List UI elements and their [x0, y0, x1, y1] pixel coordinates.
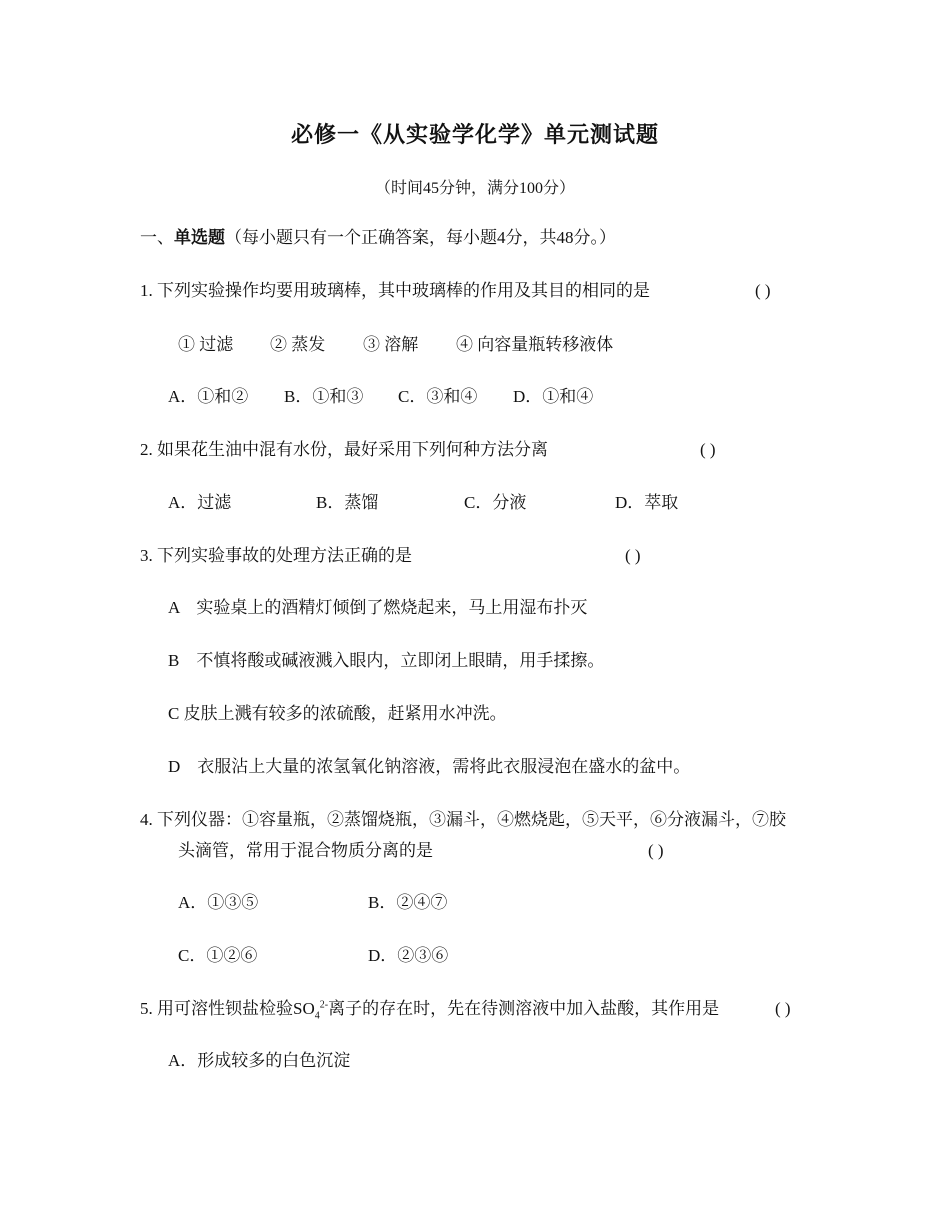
- q2-answer-paren: ( ): [700, 440, 716, 459]
- page-title: 必修一《从实验学化学》单元测试题: [290, 123, 659, 148]
- q4-answer-paren: ( ): [648, 841, 664, 860]
- section-prefix: 一、: [140, 228, 174, 247]
- q4-option-b: B．②④⑦: [368, 893, 448, 912]
- q1-item: ④ 向容量瓶转移液体: [456, 335, 614, 354]
- exam-subtitle: （时间45分钟，满分100分）: [374, 180, 575, 197]
- q5-superscript: 2-: [319, 999, 329, 1011]
- q2-option-d: D．萃取: [615, 493, 679, 512]
- q5-subscript: 4: [314, 1010, 320, 1022]
- q1-item: ① 过滤: [178, 335, 234, 354]
- q5-stem-before: 5. 用可溶性钡盐检验SO: [140, 999, 315, 1018]
- q4-option-a: A．①③⑤: [178, 893, 259, 912]
- q5-stem: [140, 998, 719, 1020]
- q5-option-a: A．形成较多的白色沉淀: [168, 1051, 351, 1070]
- q4-option-c: C．①②⑥: [178, 946, 258, 965]
- q4-stem-line1: 4. 下列仪器：①容量瓶，②蒸馏烧瓶，③漏斗，④燃烧匙，⑤天平，⑥分液漏斗，⑦胶: [140, 810, 786, 829]
- q3-option-b: B 不慎将酸或碱液溅入眼内，立即闭上眼睛，用手揉擦。: [168, 651, 605, 670]
- q1-option-b: B．①和③: [284, 387, 364, 406]
- q2-stem: 2. 如果花生油中混有水份，最好采用下列何种方法分离: [140, 440, 548, 459]
- q4-option-d: D．②③⑥: [368, 946, 449, 965]
- q3-option-c: C 皮肤上溅有较多的浓硫酸，赶紧用水冲洗。: [168, 704, 507, 723]
- q1-stem: 1. 下列实验操作均要用玻璃棒，其中玻璃棒的作用及其目的相同的是: [140, 281, 650, 300]
- q5-stem-after: 离子的存在时，先在待测溶液中加入盐酸，其作用是: [328, 999, 720, 1018]
- q1-answer-paren: ( ): [755, 281, 771, 300]
- q4-stem-line2: 头滴管，常用于混合物质分离的是: [178, 841, 433, 860]
- q3-option-a: A 实验桌上的酒精灯倾倒了燃烧起来，马上用湿布扑灭: [168, 598, 588, 617]
- q1-option-d: D．①和④: [513, 387, 594, 406]
- q3-answer-paren: ( ): [625, 546, 641, 565]
- q2-option-b: B．蒸馏: [316, 493, 379, 512]
- q1-option-a: A．①和②: [168, 387, 249, 406]
- q2-option-a: A．过滤: [168, 493, 232, 512]
- section-name: 单选题: [174, 228, 225, 247]
- section-desc: （每小题只有一个正确答案，每小题4分，共48分。）: [225, 228, 616, 247]
- q1-item: ② 蒸发: [270, 335, 326, 354]
- q1-option-c: C．③和④: [398, 387, 478, 406]
- q3-stem: 3. 下列实验事故的处理方法正确的是: [140, 546, 412, 565]
- section-heading: [140, 227, 616, 249]
- q3-option-d: D 衣服沾上大量的浓氢氧化钠溶液，需将此衣服浸泡在盛水的盆中。: [168, 757, 691, 776]
- q5-answer-paren: ( ): [775, 999, 791, 1018]
- q1-item: ③ 溶解: [363, 335, 419, 354]
- q2-option-c: C．分液: [464, 493, 527, 512]
